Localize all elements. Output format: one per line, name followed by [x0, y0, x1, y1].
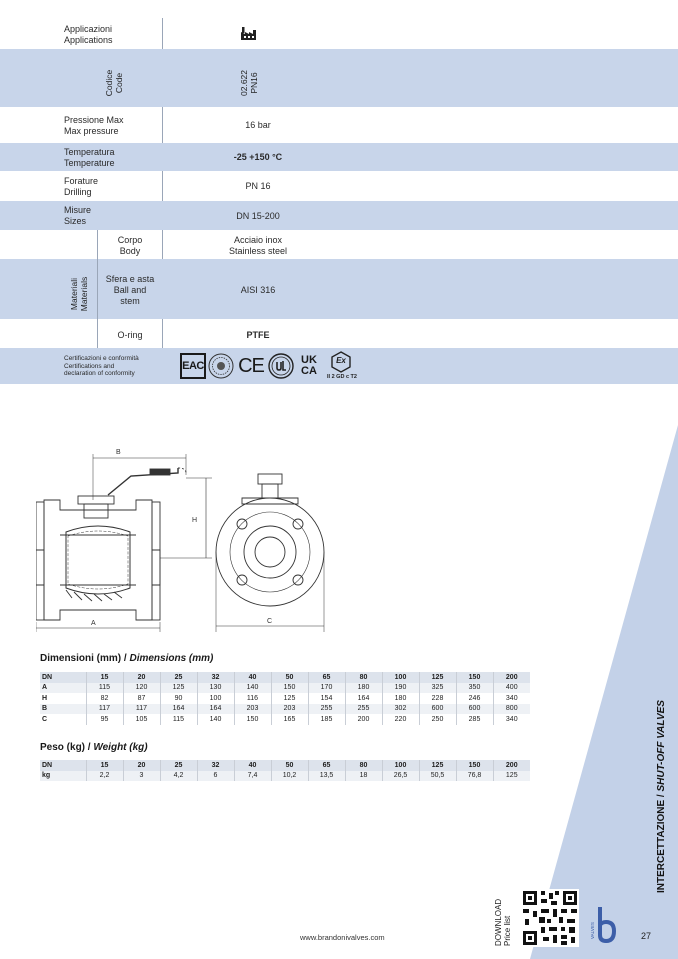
code-value-line2: PN16	[249, 72, 259, 94]
max-pressure-label-en: Max pressure	[64, 126, 119, 136]
table-cell: 116	[234, 693, 271, 704]
table-cell: 190	[382, 683, 419, 694]
weight-header-row	[40, 760, 530, 771]
drilling-label	[64, 176, 98, 198]
table-cell: 150	[456, 760, 493, 771]
brand-text: VALVES	[590, 922, 595, 939]
table-cell: 125	[419, 672, 456, 683]
table-cell: 340	[493, 693, 530, 704]
table-cell: 82	[86, 693, 123, 704]
table-cell: 255	[308, 704, 345, 715]
table-cell: 50	[271, 672, 308, 683]
table-cell: 340	[493, 714, 530, 725]
certifications-label-en1: Certifications and	[64, 362, 115, 370]
brandoni-logo-icon	[590, 905, 616, 943]
table-cell: 255	[345, 704, 382, 715]
table-cell: 10,2	[271, 771, 308, 782]
table-cell: H	[40, 693, 86, 704]
table-cell: 164	[160, 704, 197, 715]
table-cell: 250	[419, 714, 456, 725]
table-cell: DN	[40, 672, 86, 683]
table-cell: 26,5	[382, 771, 419, 782]
download-text: DOWNLOAD	[494, 898, 503, 946]
applications-label-it: Applicazioni	[64, 24, 113, 34]
applications-label	[64, 24, 113, 46]
code-value-line1: 02.622	[239, 70, 249, 96]
table-cell: 600	[419, 704, 456, 715]
table-cell: 140	[197, 714, 234, 725]
sizes-label	[64, 205, 91, 227]
category-en: SHUT-OFF VALVES	[656, 700, 667, 792]
row-code	[0, 49, 678, 107]
table-cell: 185	[308, 714, 345, 725]
materials-label	[69, 266, 89, 322]
table-cell: DN	[40, 760, 86, 771]
factory-icon	[240, 25, 258, 41]
table-cell: 203	[234, 704, 271, 715]
table-cell: 18	[345, 771, 382, 782]
code-label	[104, 59, 124, 107]
atex-mark	[322, 351, 362, 383]
table-cell: 180	[345, 683, 382, 694]
dimensions-row	[40, 693, 530, 704]
eac-mark: EAC	[180, 353, 206, 379]
table-cell: 400	[493, 683, 530, 694]
table-cell: 65	[308, 760, 345, 771]
table-cell: 154	[308, 693, 345, 704]
category-side-label	[656, 700, 667, 893]
sizes-label-en: Sizes	[64, 216, 87, 226]
table-cell: 115	[160, 714, 197, 725]
table-cell: 100	[382, 760, 419, 771]
table-cell: 200	[493, 760, 530, 771]
table-cell: 285	[456, 714, 493, 725]
materials-label-en: Materials	[79, 276, 89, 312]
body-label	[98, 235, 162, 257]
body-label-it: Corpo	[117, 235, 143, 245]
download-price-list-label[interactable]	[494, 899, 512, 946]
table-cell: kg	[40, 771, 86, 782]
dim-label-c: C	[267, 618, 273, 625]
table-cell: 246	[456, 693, 493, 704]
table-cell: 100	[197, 693, 234, 704]
max-pressure-label-it: Pressione Max	[64, 115, 124, 125]
dimensions-row	[40, 683, 530, 694]
table-cell: 87	[123, 693, 160, 704]
applications-label-en: Applications	[64, 35, 113, 45]
body-value-it: Acciaio inox	[233, 235, 283, 245]
dimensions-row	[40, 704, 530, 715]
table-cell: 65	[308, 672, 345, 683]
weight-title: Peso (kg) / Weight (kg)	[40, 742, 148, 753]
temperature-label-it: Temperatura	[64, 147, 115, 157]
ce-mark: CE	[238, 354, 264, 377]
drilling-label-en: Drilling	[64, 187, 92, 197]
dimensions-title: Dimensioni (mm) / Dimensions (mm)	[40, 653, 214, 664]
table-cell: 350	[456, 683, 493, 694]
table-cell: 20	[123, 672, 160, 683]
table-cell: 50	[271, 760, 308, 771]
oring-value: PTFE	[246, 330, 270, 340]
table-cell: 600	[456, 704, 493, 715]
row-drilling	[0, 171, 678, 201]
valve-technical-drawing	[36, 440, 336, 645]
row-temperature	[0, 143, 678, 171]
table-cell: 164	[345, 693, 382, 704]
sizes-label-it: Misure	[64, 205, 92, 215]
table-cell: 15	[86, 760, 123, 771]
table-cell: 125	[160, 683, 197, 694]
body-value	[164, 235, 352, 257]
ball-stem-label-en1: Ball and	[113, 285, 147, 295]
weight-table	[40, 760, 530, 781]
table-cell: 100	[382, 672, 419, 683]
code-label-en: Code	[114, 72, 124, 94]
table-cell: 117	[86, 704, 123, 715]
max-pressure-value: 16 bar	[245, 120, 271, 130]
table-cell: 32	[197, 672, 234, 683]
ukca-mark-line1: UK	[301, 354, 317, 366]
dimensions-row	[40, 714, 530, 725]
table-cell: 80	[345, 760, 382, 771]
weight-row	[40, 771, 530, 782]
table-cell: 165	[271, 714, 308, 725]
table-cell: 150	[456, 672, 493, 683]
table-cell: 325	[419, 683, 456, 694]
row-certifications	[0, 348, 678, 384]
temperature-value: -25 +150 °C	[233, 152, 283, 162]
dimensions-title-it: Dimensioni (mm)	[40, 653, 122, 664]
drilling-label-it: Forature	[64, 176, 99, 186]
table-cell: 15	[86, 672, 123, 683]
table-cell: 120	[123, 683, 160, 694]
table-cell: 2,2	[86, 771, 123, 782]
table-cell: 302	[382, 704, 419, 715]
table-cell: 13,5	[308, 771, 345, 782]
table-cell: 40	[234, 672, 271, 683]
table-cell: 25	[160, 760, 197, 771]
table-cell: 25	[160, 672, 197, 683]
certifications-label	[64, 355, 139, 378]
temperature-label-en: Temperature	[64, 158, 115, 168]
ukca-mark	[297, 353, 321, 379]
row-sizes	[0, 201, 678, 230]
table-cell: 32	[197, 760, 234, 771]
ukca-mark-line2: CA	[301, 365, 317, 377]
weight-title-en: Weight (kg)	[93, 742, 148, 753]
code-value	[239, 59, 259, 107]
page-number: 27	[641, 931, 652, 941]
table-cell: 125	[493, 771, 530, 782]
certifications-label-en2: declaration of conformity	[64, 370, 135, 377]
oring-label: O-ring	[117, 330, 143, 340]
table-cell: 140	[234, 683, 271, 694]
table-cell: 220	[382, 714, 419, 725]
ball-stem-label	[98, 274, 162, 307]
table-cell: 80	[345, 672, 382, 683]
certifications-label-it: Certificazioni e conformità	[64, 355, 139, 362]
table-cell: 4,2	[160, 771, 197, 782]
table-cell: 115	[86, 683, 123, 694]
max-pressure-label	[64, 115, 124, 137]
price-list-text: Price list	[503, 915, 512, 946]
table-cell: 7,4	[234, 771, 271, 782]
table-cell: 203	[271, 704, 308, 715]
table-cell: 76,8	[456, 771, 493, 782]
dim-label-b: B	[116, 449, 121, 456]
table-cell: 130	[197, 683, 234, 694]
table-cell: 90	[160, 693, 197, 704]
table-cell: C	[40, 714, 86, 725]
table-cell: 50,5	[419, 771, 456, 782]
footer-url[interactable]: www.brandonivalves.com	[300, 933, 385, 942]
table-cell: 125	[271, 693, 308, 704]
body-value-en: Stainless steel	[228, 246, 288, 256]
temperature-label	[64, 147, 115, 169]
dimensions-table	[40, 672, 530, 725]
table-cell: 95	[86, 714, 123, 725]
table-cell: A	[40, 683, 86, 694]
category-it: INTERCETTAZIONE /	[656, 791, 667, 893]
quality-seal-icon	[208, 353, 234, 379]
table-cell: 20	[123, 760, 160, 771]
weight-title-it: Peso (kg)	[40, 742, 86, 753]
code-label-it: Codice	[104, 69, 114, 97]
dim-label-a: A	[91, 620, 96, 627]
body-label-en: Body	[119, 246, 141, 256]
table-cell: 180	[382, 693, 419, 704]
table-cell: 150	[234, 714, 271, 725]
ball-stem-value: AISI 316	[240, 285, 276, 295]
ball-stem-label-it: Sfera e asta	[105, 274, 155, 284]
qr-code-icon[interactable]	[521, 889, 579, 947]
table-cell: 105	[123, 714, 160, 725]
ball-stem-label-en2: stem	[120, 296, 140, 306]
dim-label-h: H	[192, 517, 198, 524]
table-cell: 40	[234, 760, 271, 771]
table-cell: 200	[345, 714, 382, 725]
drilling-value: PN 16	[245, 181, 271, 191]
table-cell: 150	[271, 683, 308, 694]
table-cell: 6	[197, 771, 234, 782]
sizes-value: DN 15-200	[236, 211, 280, 221]
ul-seal-icon	[268, 353, 294, 379]
table-cell: 200	[493, 672, 530, 683]
dimensions-title-en: Dimensions (mm)	[129, 653, 214, 664]
row-max-pressure	[0, 107, 678, 143]
table-cell: 164	[197, 704, 234, 715]
table-cell: B	[40, 704, 86, 715]
ex-mark-text: Ex	[336, 356, 346, 365]
table-cell: 170	[308, 683, 345, 694]
table-cell: 125	[419, 760, 456, 771]
table-cell: 117	[123, 704, 160, 715]
atex-mark-text: II 2 GD c T2	[327, 374, 357, 380]
dimensions-header-row	[40, 672, 530, 683]
table-cell: 800	[493, 704, 530, 715]
row-applications	[0, 18, 678, 49]
table-cell: 3	[123, 771, 160, 782]
table-cell: 228	[419, 693, 456, 704]
materials-label-it: Materiali	[69, 277, 79, 311]
